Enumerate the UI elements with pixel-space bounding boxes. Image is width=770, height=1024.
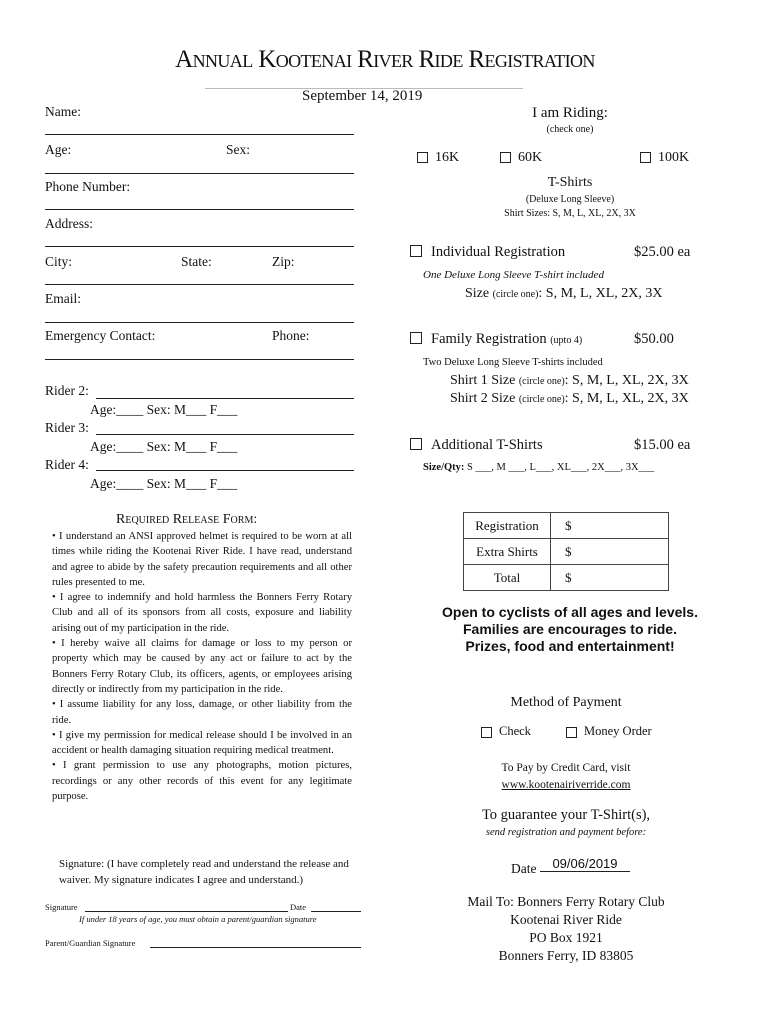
family-price: $50.00	[634, 331, 674, 347]
totals-value-field[interactable]	[551, 565, 669, 591]
event-date: September 14, 2019	[302, 88, 423, 104]
release-bullet-medical: • I give my permission for medical release should I be involved in an accident or health damaging situation requiring medical treatment.	[52, 729, 352, 757]
signature-statement-text: : (I have completely read and understand the release and waiver. My signature indicates I agree and understand.)	[59, 858, 349, 886]
email-field[interactable]	[45, 322, 354, 323]
checkbox-check[interactable]	[481, 727, 492, 738]
deadline-date-label: Date	[511, 861, 537, 876]
checkbox-16k[interactable]	[417, 152, 428, 163]
emergency-contact-label: Emergency Contact:	[45, 328, 156, 343]
guardian-label: Parent/Guardian Signature	[45, 938, 136, 948]
individual-label: Individual Registration	[431, 244, 566, 260]
shirt-sizes-line	[470, 208, 670, 219]
age-label: Age:	[45, 142, 72, 157]
email-label: Email:	[45, 291, 81, 306]
mail-line: PO Box 1921	[529, 930, 603, 945]
address-label: Address:	[45, 216, 93, 231]
rider-2-label: Rider 2:	[45, 383, 89, 398]
rider-4-details: Age:____ Sex: M___ F___	[90, 476, 238, 491]
phone-label: Phone:	[272, 328, 310, 343]
family-note: Two Deluxe Long Sleeve T-shirts included	[423, 357, 603, 368]
checkbox-additional[interactable]	[410, 438, 422, 450]
totals-label: Extra Shirts	[464, 539, 551, 565]
shirt1-circle: (circle one)	[518, 376, 565, 387]
checkbox-individual[interactable]	[410, 245, 422, 257]
shirt1-size-label: Shirt 1 Size	[450, 373, 516, 388]
release-bullet-helmet: • I understand an ANSI approved helmet is required to be worn at all times while riding the Kootenai River Ride. I have read, understand and agree to abide by the safety precaution requirements and all other rules presented to me.	[52, 531, 352, 588]
guarantee-sub: send registration and payment before:	[485, 827, 647, 838]
page-title: Annual Kootenai River Ride Registration	[175, 46, 595, 73]
payment-check-label: Check	[499, 724, 531, 738]
option-16k-label: 16K	[435, 150, 460, 165]
release-heading: Required Release Form:	[116, 512, 258, 527]
signature-statement	[59, 856, 352, 888]
address-field[interactable]	[45, 246, 354, 247]
credit-card-text: To Pay by Credit Card, visit	[501, 762, 631, 774]
additional-price: $15.00 ea	[634, 437, 691, 453]
signature-field[interactable]	[85, 911, 288, 912]
option-16k[interactable]	[417, 150, 459, 166]
additional-tshirts[interactable]	[410, 437, 543, 454]
sig-date-label: Date	[290, 902, 307, 912]
shirt2-circle: (circle one)	[518, 394, 565, 405]
additional-label: Additional T-Shirts	[431, 437, 543, 453]
shirt2-size-label: Shirt 2 Size	[450, 391, 516, 406]
promo-line: Prizes, food and entertainment!	[465, 638, 675, 654]
release-bullet-waive: • I hereby waive all claims for damage or loss to my person or property which may be caused by any act or failure to act by the Bonners Ferry Rotary Club, its officers, agents, or employees arising directly or indirectly from my participation in the ride.	[52, 638, 352, 695]
individual-registration[interactable]	[410, 244, 565, 261]
release-bullet-photos: • I grant permission to use any photographs, motion pictures, recordings or any other records of this event for any legitimate purpose.	[52, 760, 352, 803]
family-label-sub: (upto 4)	[550, 335, 583, 346]
name-label: Name:	[45, 104, 81, 119]
dollar-sign: $	[565, 569, 572, 585]
tshirts-heading: T-Shirts	[547, 175, 593, 190]
individual-note: One Deluxe Long Sleeve T-shirt included	[423, 269, 604, 281]
payment-check[interactable]	[481, 724, 531, 739]
zip-label: Zip:	[272, 254, 295, 269]
individual-circle: (circle one)	[492, 289, 539, 300]
guardian-signature-field[interactable]	[150, 947, 361, 948]
shirt1-sizes: : S, M, L, XL, 2X, 3X	[564, 373, 689, 388]
option-60k-label: 60K	[518, 150, 543, 165]
sig-line-label: Signature	[45, 902, 78, 912]
signature-statement-label: Signature	[59, 858, 102, 870]
dollar-sign: $	[565, 543, 572, 559]
individual-size-line	[465, 286, 662, 302]
release-bullet-liability: • I assume liability for any loss, damage, or other liability from the ride.	[52, 699, 352, 726]
shirt-sizes: S, M, L, XL, 2X, 3X	[552, 208, 636, 219]
promo-line: Open to cyclists of all ages and levels.	[442, 604, 698, 620]
shirt1-size-line	[450, 373, 689, 389]
riding-sub: (check one)	[546, 124, 594, 135]
minor-note: If under 18 years of age, you must obtain a parent/guardian signature	[79, 914, 317, 924]
option-100k-label: 100K	[658, 150, 690, 165]
emergency-contact-field[interactable]	[45, 359, 354, 360]
qty-sizes: S ___, M ___, L___, XL___, 2X___, 3X___	[467, 462, 655, 473]
phone-number-label: Phone Number:	[45, 179, 131, 194]
family-label: Family Registration	[431, 331, 547, 347]
shirt2-size-line	[450, 391, 689, 407]
age-sex-field[interactable]	[45, 173, 354, 174]
individual-sizes: : S, M, L, XL, 2X, 3X	[538, 286, 663, 301]
qty-label: Size/Qty:	[423, 462, 465, 473]
additional-qty-line	[423, 462, 654, 473]
payment-heading: Method of Payment	[510, 695, 622, 710]
shirt-sizes-label: Shirt Sizes:	[504, 208, 550, 219]
shirt2-sizes: : S, M, L, XL, 2X, 3X	[564, 391, 689, 406]
release-bullet-indemnify: • I agree to indemnify and hold harmless the Bonners Ferry Rotary Club and all of its sponsors from all costs, exposure and liability arising out of my participation in the ride.	[52, 592, 352, 634]
checkbox-100k[interactable]	[640, 152, 651, 163]
dollar-sign: $	[565, 517, 572, 533]
checkbox-money-order[interactable]	[566, 727, 577, 738]
deadline-date-value: 09/06/2019	[540, 856, 630, 872]
promo-line: Families are encourages to ride.	[463, 621, 677, 637]
rider-4-field[interactable]	[96, 470, 354, 471]
rider-4-label: Rider 4:	[45, 457, 89, 472]
totals-row-total	[464, 565, 669, 591]
mail-address	[446, 893, 686, 965]
mail-line: Kootenai River Ride	[510, 912, 622, 927]
individual-price: $25.00 ea	[634, 244, 691, 260]
totals-row-extra-shirts	[464, 539, 669, 565]
payment-money-order[interactable]	[566, 724, 652, 739]
rider-2-field[interactable]	[96, 398, 354, 399]
rider-2-details: Age:____ Sex: M___ F___	[90, 402, 238, 417]
signature-date-field[interactable]	[311, 911, 361, 912]
phone-number-field[interactable]	[45, 209, 354, 210]
rider-3-details: Age:____ Sex: M___ F___	[90, 439, 238, 454]
mail-line: Mail To: Bonners Ferry Rotary Club	[467, 894, 665, 909]
totals-label: Total	[464, 565, 551, 591]
checkbox-60k[interactable]	[500, 152, 511, 163]
state-label: State:	[181, 254, 212, 269]
city-state-zip-field[interactable]	[45, 284, 354, 285]
payment-money-order-label: Money Order	[584, 724, 652, 738]
riding-heading: I am Riding:	[532, 105, 608, 121]
checkbox-family[interactable]	[410, 332, 422, 344]
mail-line: Bonners Ferry, ID 83805	[498, 948, 634, 963]
release-text	[52, 529, 352, 804]
tshirts-sub: (Deluxe Long Sleeve)	[525, 194, 615, 205]
totals-label: Registration	[464, 513, 551, 539]
city-label: City:	[45, 254, 73, 269]
rider-3-field[interactable]	[96, 434, 354, 435]
rider-3-label: Rider 3:	[45, 420, 89, 435]
option-100k[interactable]	[640, 150, 689, 166]
totals-value-field[interactable]	[551, 513, 669, 539]
name-field[interactable]	[45, 134, 354, 135]
option-60k[interactable]	[500, 150, 542, 166]
totals-value-field[interactable]	[551, 539, 669, 565]
guarantee-text: To guarantee your T-Shirt(s),	[481, 807, 651, 823]
individual-size-label: Size	[465, 286, 490, 301]
totals-row-registration	[464, 513, 669, 539]
website-link[interactable]: www.kootenairiverride.com	[501, 779, 631, 791]
family-registration[interactable]	[410, 331, 582, 348]
sex-label: Sex:	[226, 142, 251, 157]
promo-block	[404, 604, 736, 655]
totals-table	[463, 512, 669, 591]
